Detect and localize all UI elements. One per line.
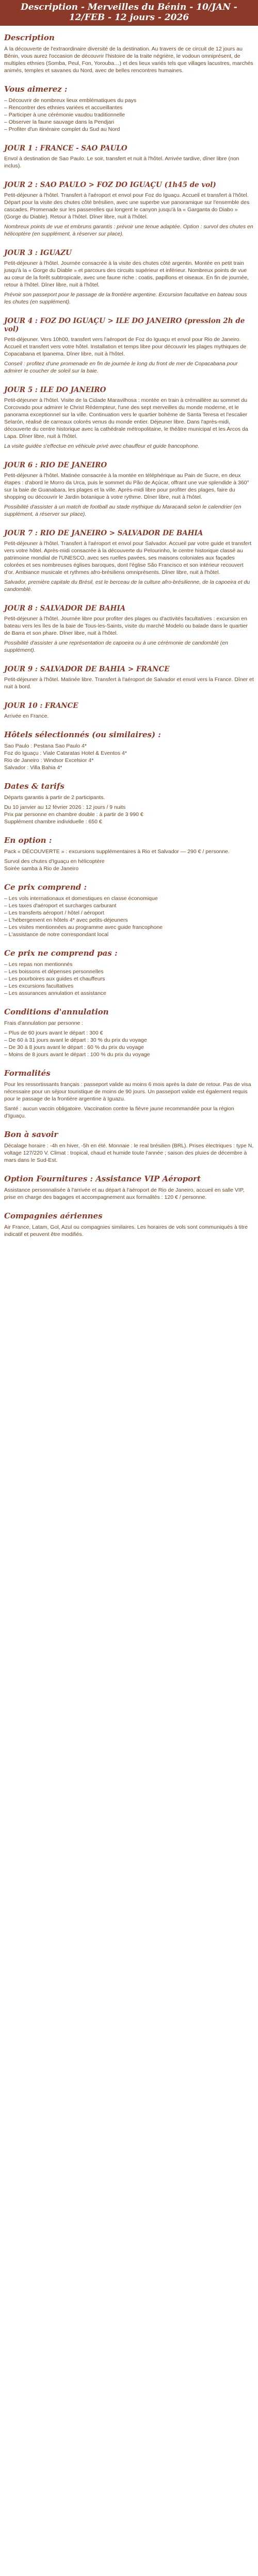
day-text: Petit-déjeuner à l'hôtel. Matinée libre. Transfert à l'aéroport de Salvador et envol vers la France. Dîner et nuit à bord. <box>4 676 254 690</box>
day-title: JOUR 2 : SAO PAULO > FOZ DO IGUAÇU (1h45 de vol) <box>4 181 216 189</box>
highlight-item: – Participer à une cérémonie vaudou traditionnelle <box>4 111 254 118</box>
highlights-heading: Vous aimerez : <box>4 84 68 94</box>
content <box>0 26 258 1238</box>
day-note: Nombreux points de vue et embruns garantis : prévoir une tenue adaptée. Option : survol des chutes en hélicoptère (en supplément, à réserver sur place). <box>4 224 253 237</box>
page-header <box>0 0 258 26</box>
dates-heading: Dates & tarifs <box>4 782 64 791</box>
good-to-know-heading: Bon à savoir <box>4 1130 58 1139</box>
dates-line: Du 10 janvier au 12 février 2026 : 12 jours / 9 nuits <box>4 804 126 810</box>
day-title: JOUR 6 : RIO DE JANEIRO <box>4 461 107 469</box>
day-title: JOUR 10 : FRANCE <box>4 702 78 710</box>
day-title: JOUR 3 : IGUAZU <box>4 249 72 257</box>
day-note: Conseil : profitez d'une promenade en fin de journée le long du front de mer de Copacabana pour admirer le coucher de soleil sur la baie. <box>4 361 238 374</box>
day-note: Salvador, première capitale du Brésil, est le berceau de la culture afro-brésilienne, de la capoeira et du candomblé. <box>4 579 250 592</box>
vip-heading: Option Fournitures : Assistance VIP Aéroport <box>4 1174 201 1183</box>
hotel-item: Salvador : Villa Bahia 4* <box>4 765 62 771</box>
airlines-text: Air France, Latam, Gol, Azul ou compagnies similaires. Les horaires de vols sont communiqués à titre indicatif et peuvent être modifiés. <box>4 1224 248 1238</box>
conditions-text: Frais d'annulation par personne : <box>4 1020 84 1026</box>
exclude-item: – Les repas non mentionnés <box>4 961 254 968</box>
formalities-heading: Formalités <box>4 1069 51 1078</box>
highlight-item: – Profiter d'un itinéraire complet du Sud au Nord <box>4 126 254 133</box>
highlight-item: – Rencontrer des ethnies variées et accueillantes <box>4 104 254 111</box>
include-item: – Les vols internationaux et domestiques en classe économique <box>4 895 254 902</box>
day-title: JOUR 9 : SALVADOR DE BAHIA > FRANCE <box>4 665 170 673</box>
day-text: Petit-déjeuner à l'hôtel. Transfert à l'aéroport et envol pour Foz do Iguaçu. Accueil et transfert à l'hôtel. Départ pour la visite des chutes côté brésilien, avec une superbe vue panoramique sur l'ensemble des cascades. Promenade sur les passerelles qui longent le canyon jusqu'à la « Garganta do Diabo » (Gorge du Diable). Retour à l'hôtel. Dîner libre, nuit à l'hôtel. <box>4 192 250 220</box>
include-item: – Les visites mentionnées au programme avec guide francophone <box>4 924 254 931</box>
condition-item: – De 30 à 8 jours avant le départ : 60 % du prix du voyage <box>4 1044 254 1051</box>
day-text: Petit-déjeuner à l'hôtel. Visite de la Cidade Maravilhosa : montée en train à crémaillère au sommet du Corcovado pour admirer le Christ Rédempteur, l'une des sept merveilles du monde moderne, et le panorama exceptionnel sur la ville. Continuation vers le quartier bohème de Santa Teresa et l'escalier Selarón, réalisé de carreaux colorés venus du monde entier. Déjeuner libre. Dans l'après-midi, découverte du centre historique avec la cathédrale métropolitaine, le théâtre municipal et les Arcos da Lapa. Dîner libre, nuit à l'hôtel. <box>4 397 248 439</box>
good-to-know-text: Décalage horaire : -4h en hiver, -5h en été. Monnaie : le real brésilien (BRL). Prises électriques : type N, voltage 127/220 V. Climat : tropical, chaud et humide toute l'année ; saison des pluies de décembre à mars dans le Sud-Est. <box>4 1143 254 1163</box>
hotel-item: Sao Paulo : Pestana Sao Paulo 4* <box>4 743 87 749</box>
day-title: JOUR 8 : SALVADOR DE BAHIA <box>4 604 126 613</box>
condition-item: – De 60 à 31 jours avant le départ : 30 % du prix du voyage <box>4 1037 254 1044</box>
includes-heading: Ce prix comprend : <box>4 883 87 892</box>
day-note: Prévoir son passeport pour le passage de la frontière argentine. Excursion facultative en bateau sous les chutes (en supplément). <box>4 292 247 305</box>
condition-item: – Plus de 60 jours avant le départ : 300 € <box>4 1029 254 1037</box>
hotels-heading: Hôtels sélectionnés (ou similaires) : <box>4 730 161 739</box>
page-title: Description - Merveilles du Bénin - 10/JAN - 12/FEB - 12 jours - 2026 <box>21 2 237 23</box>
highlights-list <box>4 97 254 133</box>
hotel-item: Foz do Iguaçu : Viale Cataratas Hotel & Eventos 4* <box>4 750 127 756</box>
day-title: JOUR 7 : RIO DE JANEIRO > SALVADOR DE BAHIA <box>4 529 203 537</box>
exclude-item: – Les pourboires aux guides et chauffeurs <box>4 975 254 982</box>
include-item: – Les transferts aéroport / hôtel / aéroport <box>4 909 254 917</box>
day-text: Petit-déjeuner à l'hôtel. Transfert à l'aéroport et envol pour Salvador. Accueil par votre guide et transfert vers votre hôtel. Après-midi consacrée à la découverte du Pelourinho, le centre historique classé au patrimoine mondial de l'UNESCO, avec ses ruelles pavées, ses maisons coloniales aux façades colorées et ses nombreuses églises baroques, dont l'église São Francisco et son intérieur recouvert d'or. Ambiance musicale et rythmes afro-brésiliens omniprésents. Dîner libre, nuit à l'hôtel. <box>4 540 252 575</box>
day-text: Petit-déjeuner à l'hôtel. Matinée consacrée à la montée en téléphérique au Pain de Sucre, en deux étapes : d'abord le Morro da Urca, puis le sommet du Pão de Açúcar, offrant une vue splendide à 360° sur la baie de Guanabara, les plages et la ville. Après-midi libre pour profiter des plages, faire du shopping ou découvrir le Jardin botanique à votre rythme. Dîner libre, nuit à l'hôtel. <box>4 472 249 500</box>
day-title: JOUR 1 : FRANCE - SAO PAULO <box>4 144 127 152</box>
excludes-list <box>4 961 254 997</box>
formalities-text: Pour les ressortissants français : passeport valide au moins 6 mois après la date de retour. Pas de visa nécessaire pour un séjour touristique de moins de 90 jours. Un passeport valide est également requis pour le passage de la frontière argentine à Iguazu. <box>4 1081 251 1102</box>
option-line: Soirée samba à Rio de Janeiro <box>4 866 79 872</box>
day-text: Petit-déjeuner. Vers 10h00, transfert vers l'aéroport de Foz do Iguaçu et envol pour Rio de Janeiro. Accueil et transfert vers votre hôtel. Installation et temps libre pour découvrir les plages mythiques de Copacabana et Ipanema. Dîner libre, nuit à l'hôtel. <box>4 336 247 357</box>
conditions-heading: Conditions d'annulation <box>4 1007 109 1016</box>
dates-line: Supplément chambre individuelle : 650 € <box>4 819 102 825</box>
exclude-item: – Les boissons et dépenses personnelles <box>4 968 254 975</box>
highlight-item: – Observer la faune sauvage dans la Pendjari <box>4 118 254 126</box>
day-text: Petit-déjeuner à l'hôtel. Journée libre pour profiter des plages ou d'activités facultatives : excursion en bateau vers les îles de la baie de Tous-les-Saints, visite du marché Modelo ou balade dans le quartier de Barra et son phare. Dîner libre, nuit à l'hôtel. <box>4 616 248 636</box>
vip-text: Assistance personnalisée à l'arrivée et au départ à l'aéroport de Rio de Janeiro, accueil en salle VIP, prise en charge des bagages et accompagnement aux formalités : 120 € / personne. <box>4 1187 245 1200</box>
description-heading: Description <box>4 33 55 42</box>
day-note: Possibilité d'assister à une représentation de capoeira ou à une cérémonie de candomblé (en supplément). <box>4 640 228 653</box>
day-text: Petit-déjeuner à l'hôtel. Journée consacrée à la visite des chutes côté argentin. Montée en petit train jusqu'à la « Gorge du Diable » et parcours des circuits supérieur et inférieur. Nombreux points de vue au cœur de la forêt subtropicale, avec une faune riche : coatis, papillons et oiseaux. En fin de journée, retour à l'hôtel. Dîner libre, nuit à l'hôtel. <box>4 260 249 288</box>
airlines-heading: Compagnies aériennes <box>4 1211 103 1221</box>
exclude-item: – Les assurances annulation et assistance <box>4 990 254 997</box>
include-item: – L'assistance de notre correspondant local <box>4 931 254 938</box>
day-text: Envol à destination de Sao Paulo. Le soir, transfert et nuit à l'hôtel. Arrivée tardive, dîner libre (non inclus). <box>4 156 239 169</box>
hotel-item: Rio de Janeiro : Windsor Excelsior 4* <box>4 757 94 764</box>
option-line: Survol des chutes d'Iguaçu en hélicoptère <box>4 858 105 865</box>
day-text: Arrivée en France. <box>4 713 49 719</box>
option-heading: En option : <box>4 836 52 845</box>
dates-text: Départs garantis à partir de 2 participants. <box>4 794 105 801</box>
dates-line: Prix par personne en chambre double : à partir de 3 990 € <box>4 811 143 818</box>
day-note: Possibilité d'assister à un match de football au stade mythique du Maracanã selon le calendrier (en supplément, à réserver sur place). <box>4 504 241 517</box>
highlight-item: – Découvrir de nombreux lieux emblématiques du pays <box>4 97 254 104</box>
day-note: La visite guidée s'effectue en véhicule privé avec chauffeur et guide francophone. <box>4 443 200 449</box>
day-title: JOUR 4 : FOZ DO IGUAÇU > ILE DO JANEIRO (pression 2h de vol) <box>4 317 245 333</box>
description-text: À la découverte de l'extraordinaire diversité de la destination. Au travers de ce circuit de 12 jours au Bénin, vous aurez l'occasion de découvrir l'histoire de la traite négrière, le vodoun omniprésent, de multiples ethnies (Somba, Peul, Fon, Yorouba…) et des lieux variés tels que villages lacustres, marchés animés, temples et savanes du Nord, avec de belles rencontres humaines. <box>4 46 253 74</box>
day-title: JOUR 5 : ILE DO JANEIRO <box>4 386 106 394</box>
includes-list <box>4 895 254 938</box>
include-item: – Les taxes d'aéroport et surcharges carburant <box>4 902 254 909</box>
conditions-list <box>4 1029 254 1058</box>
condition-item: – Moins de 8 jours avant le départ : 100 % du prix du voyage <box>4 1051 254 1058</box>
excludes-heading: Ce prix ne comprend pas : <box>4 948 118 958</box>
formalities-health: Santé : aucun vaccin obligatoire. Vaccination contre la fièvre jaune recommandée pour la région d'Iguaçu. <box>4 1106 234 1119</box>
include-item: – L'hébergement en hôtels 4* avec petits-déjeuners <box>4 917 254 924</box>
exclude-item: – Les excursions facultatives <box>4 982 254 990</box>
option-text: Pack « DÉCOUVERTE » : excursions supplémentaires à Rio et Salvador — 290 € / personne. <box>4 849 230 855</box>
